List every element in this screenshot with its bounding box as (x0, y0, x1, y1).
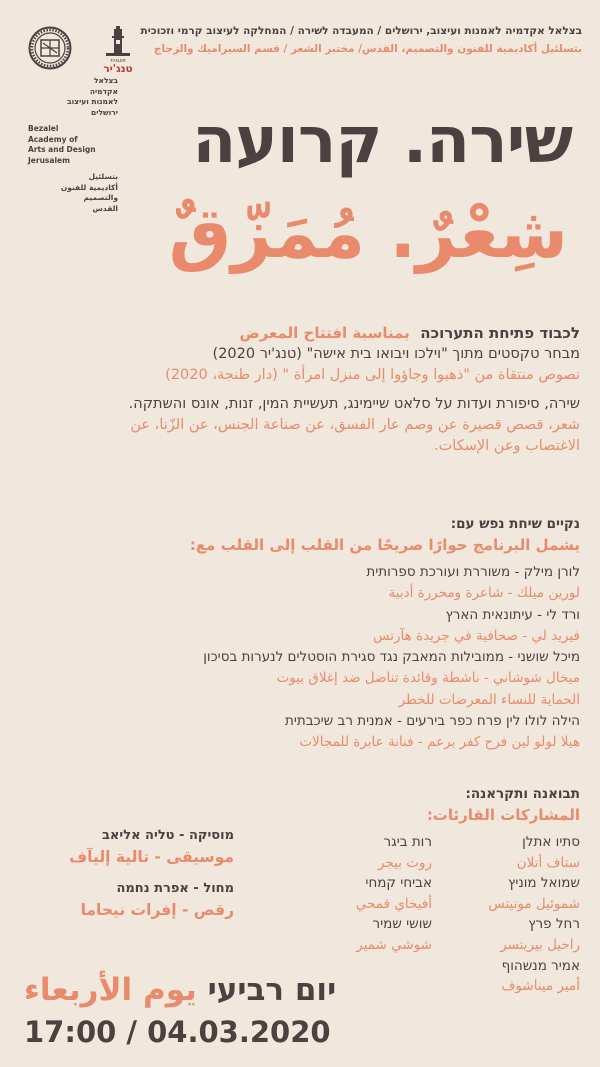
bezalel-text-line: Bezalel (28, 124, 59, 133)
bezalel-text-line: القدس (92, 203, 118, 213)
music-hebrew: מוסיקה - טליה אליאב (101, 828, 234, 843)
bezalel-text-line: أكاديمية للفنون (60, 182, 118, 192)
day-hebrew: יום רביעי (207, 972, 337, 1008)
header-line-arabic: بتسلئيل أكاديمية للفنون والتصميم، القدس/ مختبر الشعر / قسم السيراميك والزجاج (153, 43, 582, 55)
panelist-line-he: לורן מילק - משוררת ועורכת ספרותית (366, 564, 580, 580)
panelists-list (20, 562, 580, 754)
reader-name-ar: روت بيجر (377, 854, 432, 871)
description-arabic-2: الاغتصاب وعن الإسكات. (434, 438, 580, 454)
reader-name-he: אביחי קמחי (365, 875, 432, 892)
panelist-line-he: ורד לי - עיתונאית הארץ (445, 606, 580, 623)
bezalel-text-line: לאמנות ועיצוב (67, 97, 118, 106)
reader-name-ar: شوشي شمير (356, 936, 432, 953)
tanjir-label: טנג'יר (103, 63, 133, 75)
event-datetime: 17:00 / 04.03.2020 (24, 1015, 331, 1049)
panel-heading-hebrew: נקיים שיחת נפש עם: (450, 516, 580, 532)
svg-text:TANJIR: TANJIR (110, 58, 126, 62)
reader-name-he: שושי שמיר (372, 916, 432, 933)
occasion-line (20, 322, 580, 344)
reader-name-he: שמואל מוניץ (508, 875, 580, 892)
readers-heading-arabic: المشاركات القارئات: (426, 806, 580, 824)
event-day (24, 970, 336, 1010)
bezalel-text-line: Academy of (28, 134, 78, 144)
reader-name-ar: ستاف أتلان (516, 854, 580, 871)
bezalel-text-line: בצלאל (93, 76, 118, 85)
title-hebrew: שירה. קרועה (192, 104, 572, 178)
readers-heading-hebrew: תבואנה ותקראנה: (465, 786, 580, 802)
tanjir-tower-icon (96, 26, 140, 62)
reader-name-he: רות ביגר (383, 834, 432, 850)
selection-arabic: نصوص منتقاة من "ذهبوا وجاؤوا إلى منزل امرأة " (دار طنجة، 2020) (165, 367, 580, 383)
reader-name-ar: أمير ميناشوف (501, 978, 580, 995)
performers (69, 826, 234, 922)
bezalel-text-line: אקדמיה (89, 86, 118, 96)
readers-column-1 (488, 832, 580, 997)
occasion-arabic: بمناسبة افتتاح المعرض (239, 324, 410, 342)
intro (20, 322, 580, 457)
readers-column-2 (356, 832, 432, 956)
panelist-line-ar: لورين ميلك - شاعرة ومحررة أدبية (388, 585, 580, 602)
bezalel-text-line: بتسلئيل (88, 172, 118, 181)
title-arabic: شِعْرٌ. مُمَزّقٌ (168, 192, 568, 274)
description-hebrew: שירה, סיפורת ועדות על סלאט שיימינג, תעשיית המין, זנות, אונס והשתקה. (128, 396, 580, 412)
selection-hebrew: מבחר טקסטים מתוך "וילכו ויבואו בית אישה" (טנג'יר 2020) (212, 346, 580, 362)
bezalel-text-line: ירושלים (91, 107, 118, 117)
bezalel-seal-icon (28, 26, 72, 70)
panelist-line-ar: الحماية للنساء المعرضات للخطر (398, 691, 580, 708)
panelist-line-ar: ميخال شوشاني - ناشطة وقائدة تناضل ضد إغلاق بيوت (276, 670, 580, 687)
reader-name-he: סתיו אתלן (522, 834, 580, 850)
panelist-line-ar: فيريد لي - صحافية في جريدة هآرتس (373, 627, 580, 644)
panelist-line-he: הילה לולו לין פרח כפר בירעים - אמנית רב שיכבתית (284, 713, 580, 730)
readers-section (380, 784, 580, 826)
reader-name-ar: شموئيل مونيتس (488, 895, 580, 912)
header-line-hebrew: בצלאל אקדמיה לאמנות ועיצוב, ירושלים / המעבדה לשירה / המחלקה לעיצוב קרמי וזכוכית (140, 25, 582, 37)
music-arabic: موسيقى - تالية إليآف (69, 848, 234, 866)
bezalel-text-line: Jerusalem (28, 155, 70, 165)
bezalel-text-line: Arts and Design (28, 145, 96, 154)
description-arabic-1: شعر، قصص قصيرة عن وصم عار الفسق، عن صناعة الجنس، عن الزّنا، عن (130, 417, 580, 433)
header (140, 22, 582, 58)
dance-hebrew: מחול - אפרת נחמה (116, 881, 234, 896)
panel-section (20, 514, 580, 754)
reader-name-he: רחל פרץ (528, 916, 580, 933)
reader-name-ar: أفيخاي قمحي (355, 895, 432, 912)
bezalel-text (28, 76, 118, 214)
panelist-line-he: מיכל שושני - ממובילות המאבק נגד סגירת הוסטלים לנערות בסיכון (203, 649, 580, 666)
panel-heading-arabic: يشمل البرنامج حوارًا صريحًا من القلب إلى القلب مع: (189, 536, 580, 554)
day-arabic: يوم الأربعاء (24, 972, 197, 1008)
panelist-line-ar: هيلا لولو لين فرح كفر برعم - فنانة عابرة للمجالات (299, 734, 580, 751)
bezalel-text-line: والتصميم (83, 193, 118, 202)
dance-arabic: رقص - إفرات نيحاما (80, 901, 234, 919)
occasion-hebrew: לכבוד פתיחת התערוכה (420, 324, 580, 342)
reader-name-ar: راحيل بيريتسر (500, 936, 580, 953)
reader-name-he: אמיר מנשהוף (501, 957, 580, 974)
tanjir-logo (96, 26, 140, 76)
